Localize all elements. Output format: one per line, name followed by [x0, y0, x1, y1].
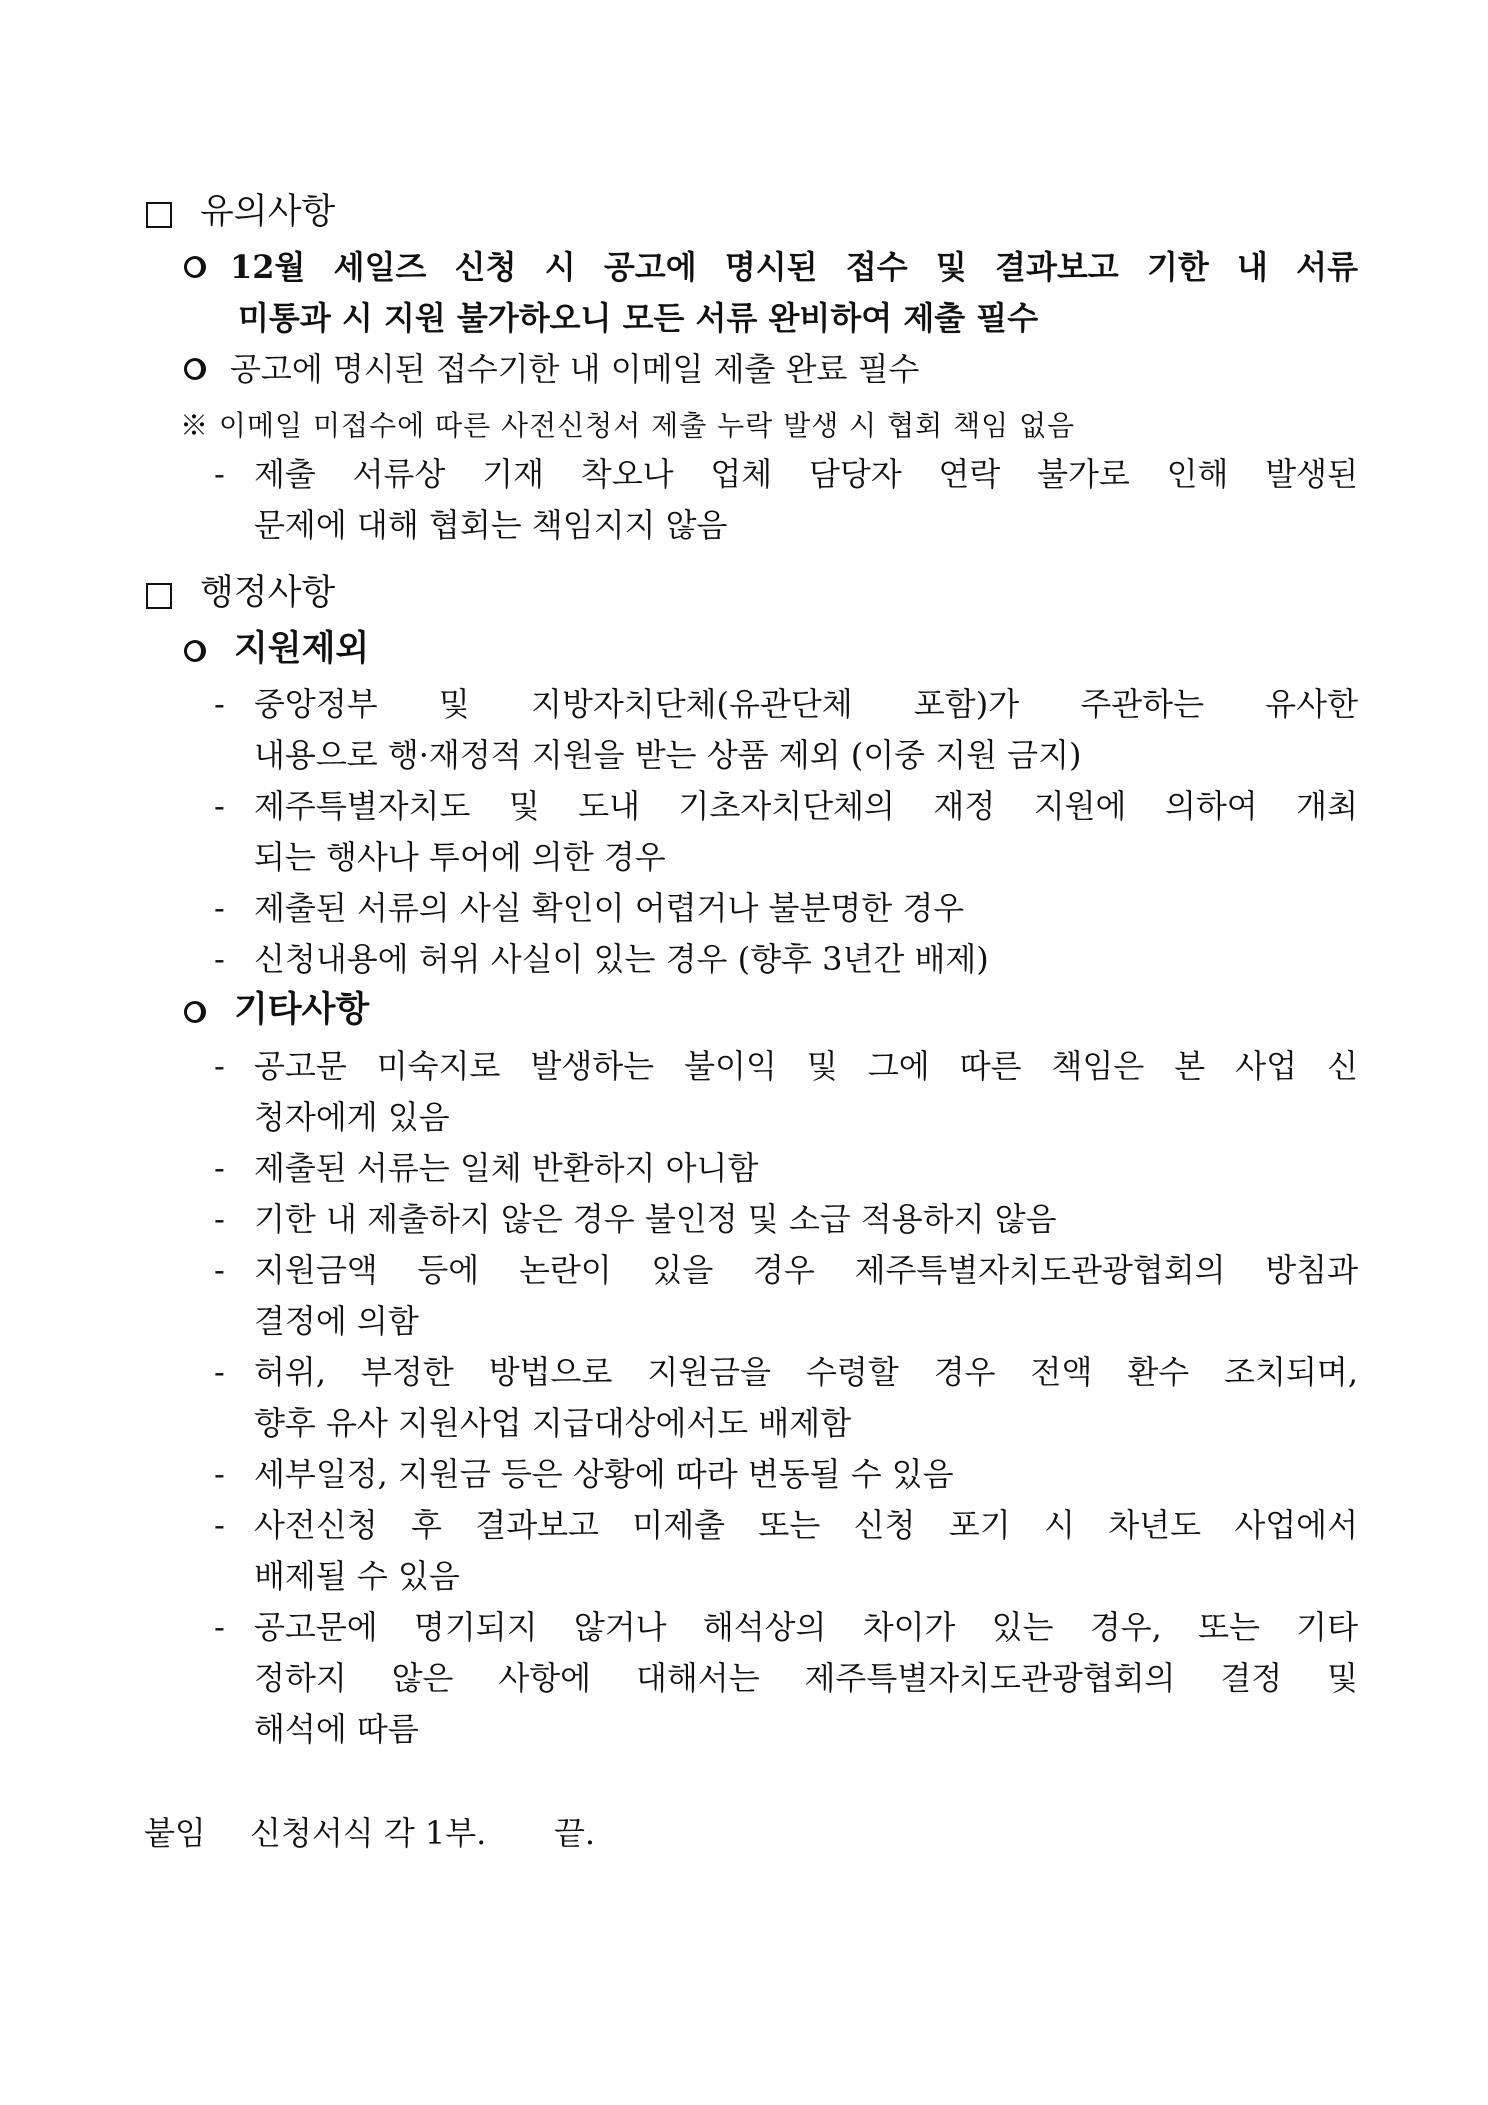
- bullet-text: 미통과 시 지원 불가하오니 모든 서류 완비하여 제출 필수: [238, 299, 1039, 337]
- dash-marker: -: [214, 940, 225, 978]
- dash-marker: -: [214, 1455, 225, 1493]
- dash-marker: -: [214, 1608, 225, 1646]
- dash-marker: -: [214, 455, 225, 493]
- checkbox-icon: [146, 583, 172, 609]
- dash-item-text: 제출 서류상 기재 착오나 업체 담당자 연락 불가로 인해 발생된: [254, 455, 1358, 493]
- bullet-text: 12월 세일즈 신청 시 공고에 명시된 접수 및 결과보고 기한 내 서류: [230, 248, 1358, 286]
- dash-marker: -: [214, 1251, 225, 1289]
- dash-item-text: 내용으로 행·재정적 지원을 받는 상품 제외 (이중 지원 금지): [254, 736, 1082, 774]
- dash-item-text: 문제에 대해 협회는 책임지지 않음: [254, 506, 728, 544]
- dash-item-text: 해석에 따름: [254, 1710, 419, 1748]
- dash-item-text: 사전신청 후 결과보고 미제출 또는 신청 포기 시 차년도 사업에서: [254, 1506, 1358, 1544]
- notice-text: ※ 이메일 미접수에 따른 사전신청서 제출 누락 발생 시 협회 책임 없음: [180, 409, 1076, 442]
- dash-item-text: 되는 행사나 투어에 의한 경우: [254, 838, 666, 876]
- dash-item-text: 정하지 않은 사항에 대해서는 제주특별자치도관광협회의 결정 및: [254, 1659, 1358, 1697]
- circle-bullet-icon: [184, 640, 206, 662]
- dash-item-text: 향후 유사 지원사업 지급대상에서도 배제함: [254, 1404, 852, 1442]
- circle-bullet-icon: [184, 1001, 206, 1023]
- dash-marker: -: [214, 1047, 225, 1085]
- section-heading: 행정사항: [200, 573, 336, 613]
- dash-item-text: 기한 내 제출하지 않은 경우 불인정 및 소급 적용하지 않음: [254, 1200, 1057, 1238]
- dash-item-text: 중앙정부 및 지방자치단체(유관단체 포함)가 주관하는 유사한: [254, 685, 1358, 723]
- circle-bullet-icon: [184, 256, 206, 278]
- dash-marker: -: [214, 787, 225, 825]
- dash-item-text: 세부일정, 지원금 등은 상황에 따라 변동될 수 있음: [254, 1455, 954, 1493]
- bullet-text: 공고에 명시된 접수기한 내 이메일 제출 완료 필수: [230, 350, 920, 388]
- attachment-text: 신청서식 각 1부.: [250, 1814, 487, 1852]
- circle-bullet-icon: [184, 358, 206, 380]
- dash-item-text: 결정에 의함: [254, 1302, 419, 1340]
- dash-marker: -: [214, 1149, 225, 1187]
- dash-item-text: 공고문 미숙지로 발생하는 불이익 및 그에 따른 책임은 본 사업 신: [254, 1047, 1358, 1085]
- dash-item-text: 제출된 서류의 사실 확인이 어렵거나 불분명한 경우: [254, 889, 965, 927]
- dash-marker: -: [214, 889, 225, 927]
- dash-marker: -: [214, 1353, 225, 1391]
- dash-marker: -: [214, 1506, 225, 1544]
- end-mark: 끝.: [554, 1814, 596, 1852]
- dash-item-text: 제출된 서류는 일체 반환하지 아니함: [254, 1149, 759, 1187]
- dash-item-text: 신청내용에 허위 사실이 있는 경우 (향후 3년간 배제): [254, 940, 989, 978]
- dash-marker: -: [214, 1200, 225, 1238]
- dash-item-text: 제주특별자치도 및 도내 기초자치단체의 재정 지원에 의하여 개최: [254, 787, 1358, 825]
- dash-item-text: 공고문에 명기되지 않거나 해석상의 차이가 있는 경우, 또는 기타: [254, 1608, 1358, 1646]
- dash-item-text: 청자에게 있음: [254, 1098, 450, 1136]
- dash-item-text: 허위, 부정한 방법으로 지원금을 수령할 경우 전액 환수 조치되며,: [254, 1353, 1358, 1391]
- subsection-heading: 기타사항: [234, 989, 370, 1030]
- checkbox-icon: [146, 202, 172, 228]
- dash-item-text: 배제될 수 있음: [254, 1557, 460, 1595]
- subsection-heading: 지원제외: [234, 628, 370, 669]
- dash-item-text: 지원금액 등에 논란이 있을 경우 제주특별자치도관광협회의 방침과: [254, 1251, 1358, 1289]
- section-heading: 유의사항: [200, 192, 336, 232]
- attachment-label: 붙임: [144, 1814, 206, 1852]
- dash-marker: -: [214, 685, 225, 723]
